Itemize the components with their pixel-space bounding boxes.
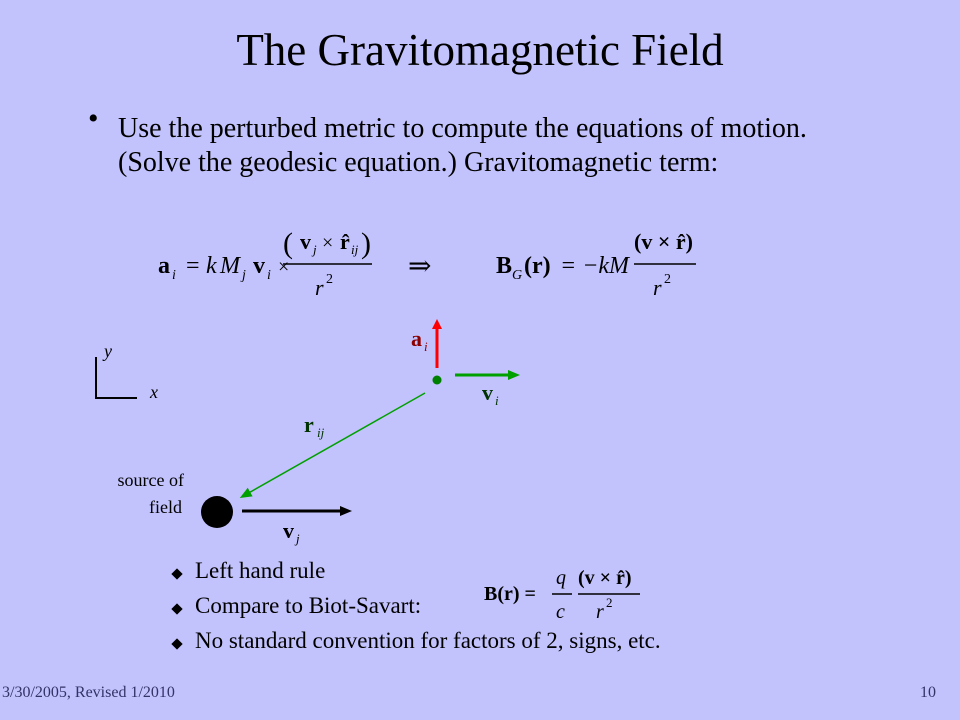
eq1-num-r-sub: ij xyxy=(351,242,359,257)
eq2-rhs: = −kM xyxy=(560,253,630,279)
biot-savart-equation xyxy=(480,562,660,626)
main-bullet-text: Use the perturbed metric to compute the equations of motion. (Solve the geodesic equation.) Gravitomagnetic term: xyxy=(118,113,807,178)
eq1-M: M xyxy=(220,253,240,279)
eq1-num-r: r̂ xyxy=(340,229,350,254)
eq1-times: × xyxy=(278,256,290,278)
eq2-B: B xyxy=(496,253,513,279)
eq2-num: (v × r̂) xyxy=(634,229,693,254)
force-diagram xyxy=(0,300,960,560)
eq2-den: r xyxy=(653,275,662,300)
r-sub: ij xyxy=(317,425,325,440)
eq1-v: v xyxy=(253,253,265,279)
eq1-lhs: a xyxy=(158,253,170,279)
eq1-equals: = xyxy=(186,253,200,279)
eq3-q: q xyxy=(556,567,566,589)
eq3-c: c xyxy=(556,601,565,623)
eq3-lhs: B(r) = xyxy=(484,583,536,605)
equations-row xyxy=(150,225,710,305)
diamond-bullet-icon xyxy=(171,603,182,614)
footer-date: 3/30/2005, Revised 1/2010 xyxy=(2,684,175,701)
implies-arrow: ⇒ xyxy=(408,251,432,282)
eq1-k: k xyxy=(206,253,217,279)
eq1-num-times: × xyxy=(322,232,334,254)
source-label-line1: source of xyxy=(117,470,184,490)
axis-y-label: y xyxy=(104,341,112,361)
a-label: a xyxy=(411,326,422,351)
eq2-arg: (r) xyxy=(524,253,551,279)
eq3-den-exp: 2 xyxy=(606,595,613,610)
bullet-icon: • xyxy=(88,102,99,135)
gravitomagnetic-field-equation xyxy=(496,229,696,300)
eq1-num-v-sub: j xyxy=(313,242,317,257)
sub-bullet-2: Compare to Biot-Savart: xyxy=(173,593,421,619)
eq1-num-v: v xyxy=(300,229,311,254)
slide-title: The Gravitomagnetic Field xyxy=(236,25,724,75)
v-i-label: v xyxy=(482,380,493,405)
a-sub: i xyxy=(424,339,428,354)
eq1-paren-left: ( xyxy=(283,227,293,260)
sub-bullet-3: No standard convention for factors of 2, signs, etc. xyxy=(173,628,661,654)
geodesic-acceleration-equation xyxy=(158,227,372,300)
v-i-sub: i xyxy=(495,393,499,408)
sub-bullet-1: Left hand rule xyxy=(173,558,325,584)
v-j-sub: j xyxy=(296,531,300,546)
eq1-den: r xyxy=(315,275,324,300)
diamond-bullet-icon xyxy=(171,568,182,579)
eq3-den: r xyxy=(596,601,604,623)
v-j-label: v xyxy=(283,518,294,543)
source-label-line2: field xyxy=(149,497,182,517)
eq1-paren-right: ) xyxy=(361,227,371,260)
eq1-lhs-sub: i xyxy=(172,268,176,283)
eq1-v-sub: i xyxy=(267,268,271,283)
eq1-M-sub: j xyxy=(242,268,246,283)
diamond-bullet-icon xyxy=(171,638,182,649)
separation-vector xyxy=(245,393,425,495)
eq3-num: (v × r̂) xyxy=(578,567,632,589)
eq2-B-sub: G xyxy=(512,268,523,283)
source-mass xyxy=(201,496,233,528)
r-label: r xyxy=(304,412,314,437)
eq2-den-exp: 2 xyxy=(664,272,671,287)
test-particle xyxy=(433,376,442,385)
axis-x-label: x xyxy=(150,382,158,402)
footer-page-number: 10 xyxy=(920,684,936,701)
coordinate-axes xyxy=(96,341,158,402)
eq1-den-exp: 2 xyxy=(326,272,333,287)
